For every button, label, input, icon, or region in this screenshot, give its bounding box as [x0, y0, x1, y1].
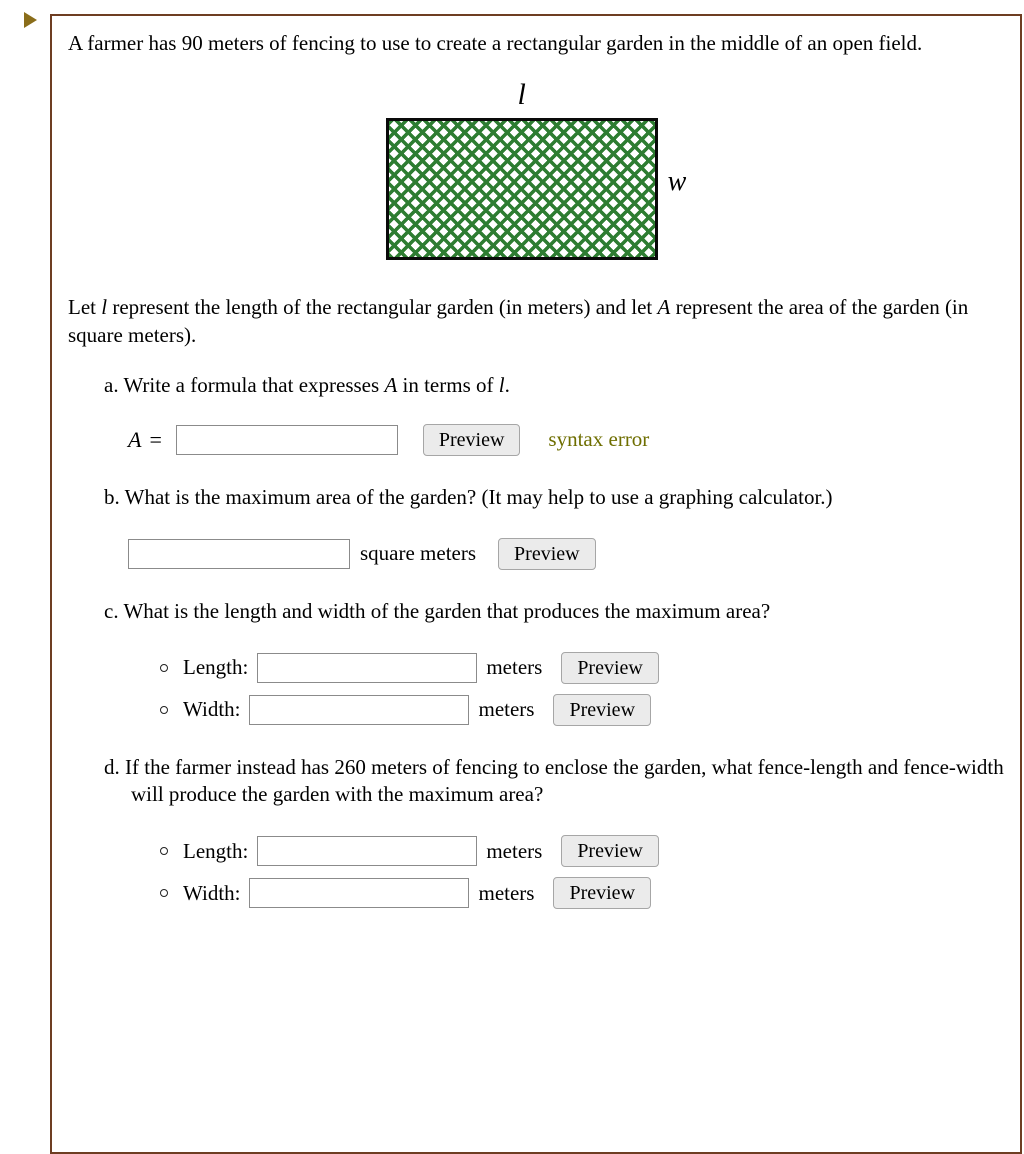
part-c-width-preview-button[interactable]: Preview [553, 694, 651, 726]
unit-label: meters [478, 697, 535, 722]
part-d-length-input[interactable] [257, 836, 477, 866]
question-marker-icon [24, 12, 37, 28]
part-d-length-row [160, 835, 1004, 867]
part-b-answer-input[interactable] [128, 539, 350, 569]
part-a-preview-button[interactable]: Preview [423, 424, 521, 456]
area-variable: A [657, 294, 671, 319]
part-letter: a. [104, 372, 119, 397]
part-c-length-preview-button[interactable]: Preview [561, 652, 659, 684]
part-b [104, 484, 1004, 570]
part-c-length-input[interactable] [257, 653, 477, 683]
unit-label: meters [478, 880, 535, 905]
part-d-width-input[interactable] [249, 878, 469, 908]
part-text: What is the maximum area of the garden? (It may help to use a graphing calculator.) [124, 484, 833, 509]
setup-text: represent the length of the rectangular garden (in meters) and let [107, 294, 658, 319]
width-field-label: Width: [183, 697, 241, 722]
garden-figure [68, 78, 1004, 260]
garden-rectangle-image [386, 118, 658, 260]
part-text: . [504, 372, 510, 397]
setup-text: Let [68, 294, 102, 319]
length-variable: l [498, 372, 505, 397]
equals-sign: = [149, 426, 162, 452]
bullet-icon [160, 706, 168, 714]
part-d-length-preview-button[interactable]: Preview [561, 835, 659, 867]
part-a-prompt [104, 372, 1004, 400]
part-letter: d. [104, 754, 120, 779]
part-c-length-row [160, 652, 1004, 684]
part-letter: b. [104, 484, 120, 509]
length-variable: l [101, 294, 108, 319]
width-var-label: w [667, 165, 687, 197]
bullet-icon [160, 847, 168, 855]
part-c-prompt [104, 598, 1004, 626]
part-c-width-input[interactable] [249, 695, 469, 725]
part-d-width-preview-button[interactable]: Preview [553, 877, 651, 909]
part-text: What is the length and width of the garden that produces the maximum area? [123, 598, 771, 623]
answer-variable: A [128, 426, 142, 452]
part-letter: c. [104, 598, 119, 623]
problem-box [50, 14, 1022, 1154]
unit-label: meters [486, 838, 543, 863]
part-a-answer-input[interactable] [176, 425, 398, 455]
setup-text: represent the area of the garden (in square meters). [68, 294, 969, 347]
part-b-prompt [104, 484, 1004, 512]
bullet-icon [160, 664, 168, 672]
part-a [104, 372, 1004, 456]
part-text: in terms of [397, 372, 499, 397]
length-field-label: Length: [183, 838, 249, 863]
length-var-label: l [517, 77, 526, 111]
unit-label: meters [486, 655, 543, 680]
variable-definitions [68, 294, 998, 350]
part-a-answer-row [128, 424, 1004, 456]
part-c [104, 598, 1004, 726]
problem-intro: A farmer has 90 meters of fencing to use to create a rectangular garden in the middle of an open field. [68, 31, 923, 55]
part-d [104, 754, 1004, 910]
part-text: If the farmer instead has 260 meters of fencing to enclose the garden, what fence-length and fence-width will produce the garden with the maximum area? [125, 754, 1004, 807]
width-field-label: Width: [183, 880, 241, 905]
part-b-preview-button[interactable]: Preview [498, 538, 596, 570]
part-c-width-row [160, 694, 1004, 726]
unit-label: square meters [360, 541, 477, 566]
part-d-prompt [104, 754, 1004, 810]
bullet-icon [160, 889, 168, 897]
part-text: Write a formula that expresses [123, 372, 385, 397]
area-variable: A [384, 372, 398, 397]
part-b-answer-row [128, 538, 1004, 570]
length-field-label: Length: [183, 655, 249, 680]
part-a-status: syntax error [548, 427, 650, 452]
part-d-width-row [160, 877, 1004, 909]
